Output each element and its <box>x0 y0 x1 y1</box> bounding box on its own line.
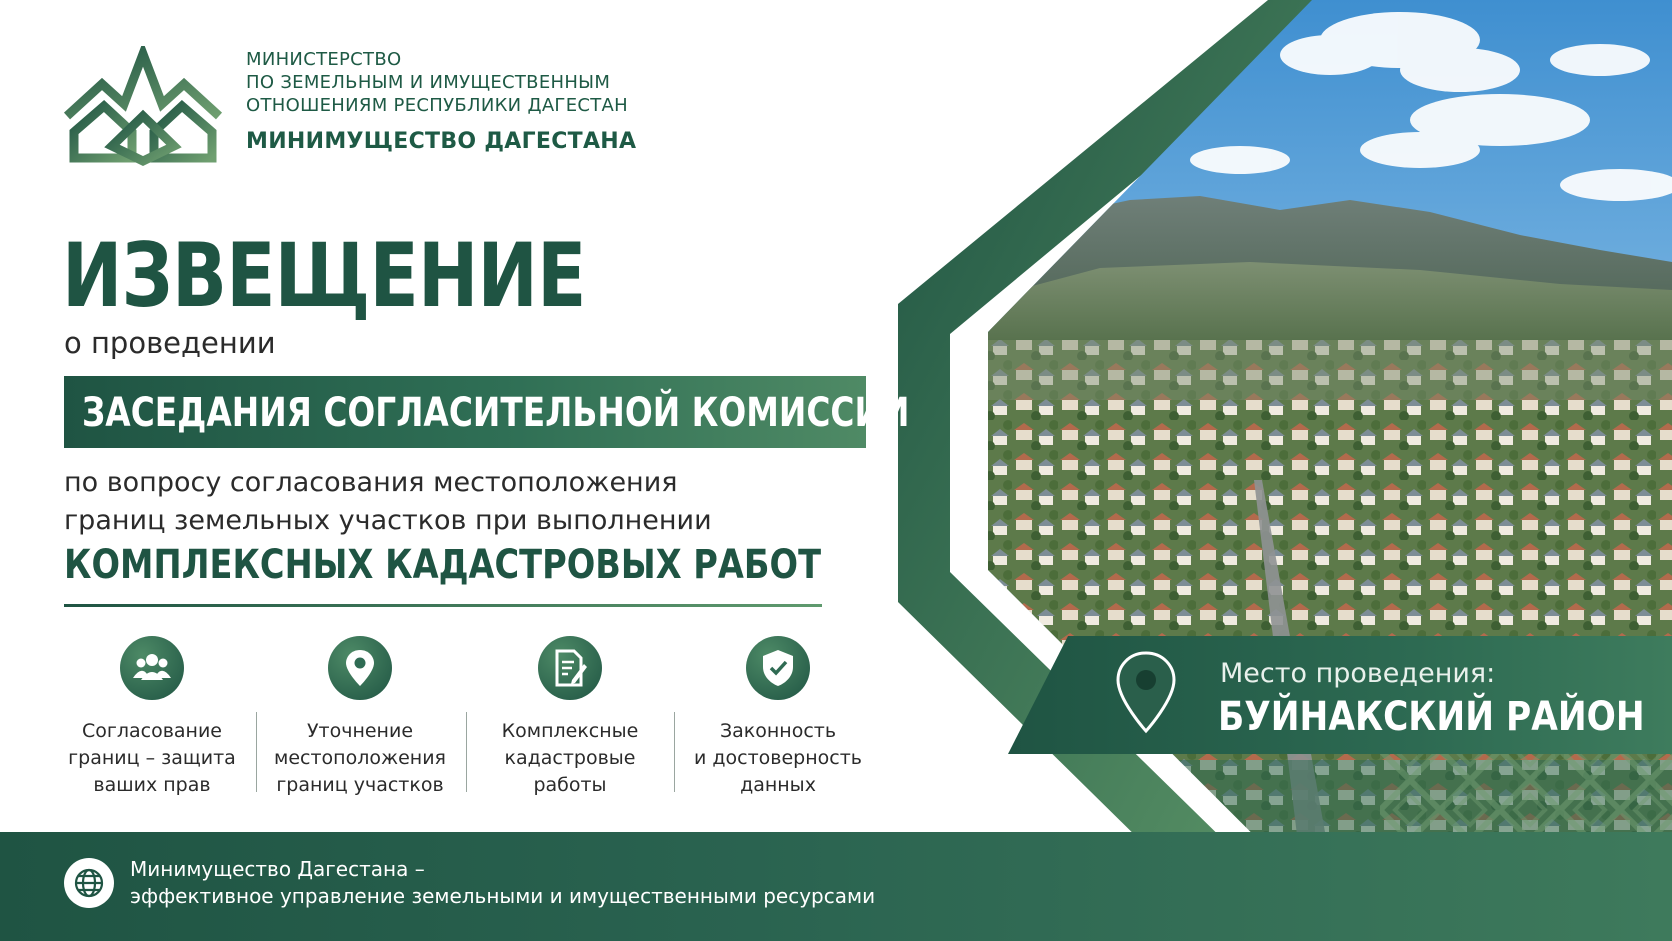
description-line: границ земельных участков при выполнении <box>64 505 712 536</box>
feature-label <box>256 718 464 799</box>
notice-subtitle: о проведении <box>64 326 276 360</box>
people-group-icon <box>120 636 184 700</box>
feature-item <box>256 636 464 799</box>
globe-icon <box>64 858 114 908</box>
shield-check-icon <box>746 636 810 700</box>
feature-label-line: Законность <box>719 720 837 742</box>
location-pin-icon <box>1113 650 1179 734</box>
feature-list <box>48 636 882 796</box>
feature-label-line: местоположения <box>274 747 446 769</box>
feature-label-line: и достоверность <box>694 747 862 769</box>
feature-label <box>466 718 674 799</box>
feature-label-line: границ – защита <box>68 747 236 769</box>
location-label: Место проведения: <box>1220 658 1496 689</box>
feature-label-line: кадастровые <box>504 747 636 769</box>
feature-label-line: границ участков <box>276 774 444 796</box>
ministry-name-line: ПО ЗЕМЕЛЬНЫМ И ИМУЩЕСТВЕННЫМ <box>246 72 611 93</box>
heading-underline <box>64 604 822 607</box>
commission-band <box>64 376 910 448</box>
description-line: по вопросу согласования местоположения <box>64 467 678 498</box>
map-pin-icon <box>328 636 392 700</box>
document-pen-icon <box>538 636 602 700</box>
feature-label-line: ваших прав <box>93 774 211 796</box>
feature-label-line: данных <box>740 774 816 796</box>
footer-line: Минимущество Дагестана – <box>130 857 425 881</box>
feature-item <box>48 636 256 799</box>
feature-item <box>674 636 882 799</box>
commission-band-text: ЗАСЕДАНИЯ СОГЛАСИТЕЛЬНОЙ КОМИССИИ <box>82 390 910 436</box>
notice-description <box>64 464 712 540</box>
feature-label-line: Комплексные <box>501 720 639 742</box>
footer-slogan <box>130 856 875 910</box>
feature-label <box>674 718 882 799</box>
ministry-name-line: МИНИСТЕРСТВО <box>246 49 402 70</box>
location-value: БУЙНАКСКИЙ РАЙОН <box>1218 694 1645 740</box>
feature-label-line: Уточнение <box>306 720 414 742</box>
cadastral-works-heading: КОМПЛЕКСНЫХ КАДАСТРОВЫХ РАБОТ <box>64 542 822 588</box>
ministry-logo <box>62 46 224 166</box>
notice-title: ИЗВЕЩЕНИЕ <box>62 224 586 327</box>
feature-label <box>48 718 256 799</box>
feature-item <box>466 636 674 799</box>
ministry-name-line: ОТНОШЕНИЯМ РЕСПУБЛИКИ ДАГЕСТАН <box>246 95 628 116</box>
ministry-short-name: МИНИМУЩЕСТВО ДАГЕСТАНА <box>246 129 637 154</box>
feature-label-line: работы <box>533 774 607 796</box>
feature-label-line: Согласование <box>81 720 223 742</box>
ministry-name <box>246 48 636 154</box>
footer-line: эффективное управление земельными и имущественными ресурсами <box>130 884 876 908</box>
